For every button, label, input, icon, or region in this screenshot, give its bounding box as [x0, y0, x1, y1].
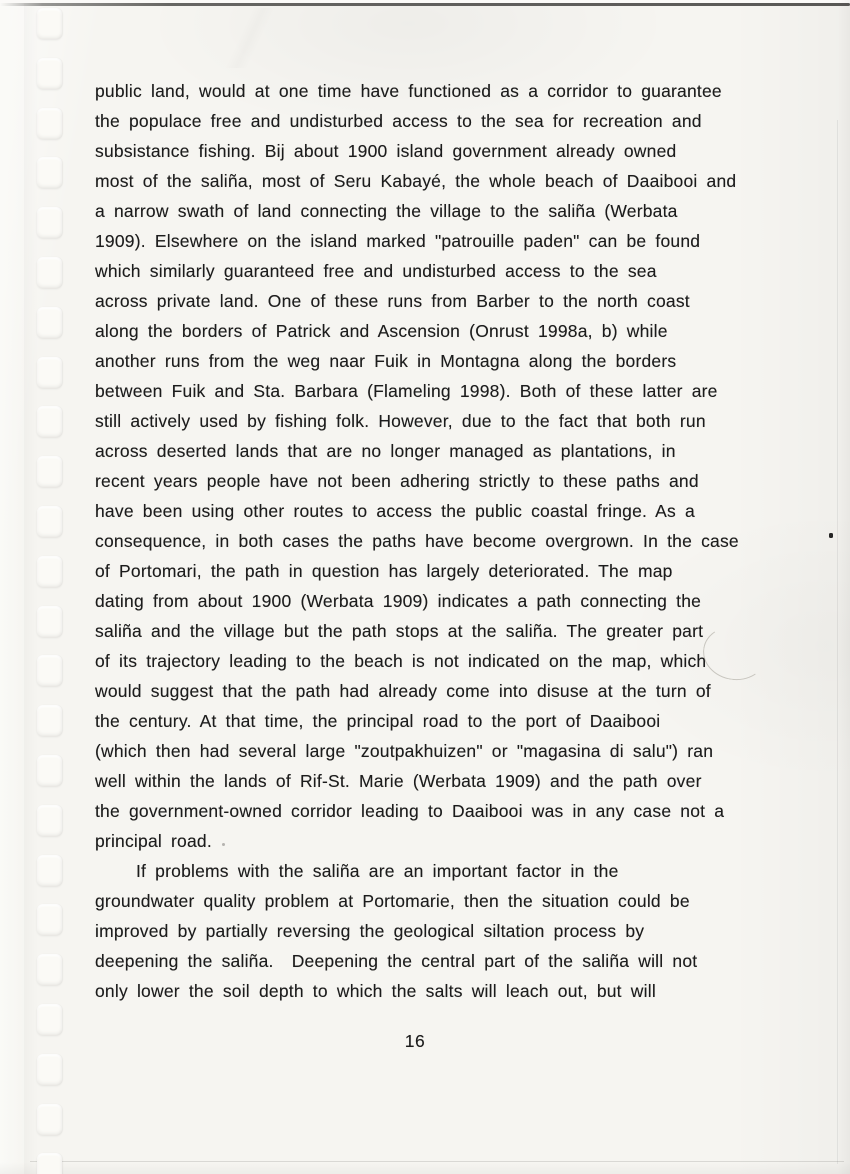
- body-text: [95, 76, 739, 1056]
- text-line: of Portomari, the path in question has largely deteriorated. The map: [95, 561, 673, 581]
- text-line: If problems with the saliña are an important factor in the: [136, 861, 619, 881]
- binding-hole: [37, 1153, 62, 1174]
- scan-bottom-edge-shadow: [0, 1162, 850, 1174]
- binding-hole: [37, 257, 62, 288]
- text-line: most of the saliña, most of Seru Kabayé, the whole beach of Daaibooi and: [95, 171, 737, 191]
- binding-hole: [37, 406, 62, 437]
- text-line: improved by partially reversing the geological siltation process by: [95, 921, 645, 941]
- stray-mark-after-period: [222, 843, 225, 846]
- text-line: have been using other routes to access the public coastal fringe. As a: [95, 501, 695, 521]
- text-line: 1909). Elsewhere on the island marked "patrouille paden" can be found: [95, 231, 701, 251]
- ink-speck-artifact: [829, 533, 833, 538]
- text-line: along the borders of Patrick and Ascension (Onrust 1998a, b) while: [95, 321, 668, 341]
- text-line: subsistance fishing. Bij about 1900 island government already owned: [95, 141, 677, 161]
- text-line: saliña and the village but the path stops at the saliña. The greater part: [95, 621, 704, 641]
- binding-hole: [37, 8, 62, 39]
- binding-hole: [37, 456, 62, 487]
- binding-hole: [37, 58, 62, 89]
- binding-shadow: [24, 0, 38, 1174]
- binding-hole: [37, 655, 62, 686]
- text-line: still actively used by fishing folk. However, due to the fact that both run: [95, 411, 706, 431]
- page-number: 16: [404, 1031, 426, 1051]
- text-line: (which then had several large "zoutpakhuizen" or "magasina di salu") ran: [95, 741, 714, 761]
- binding-hole: [37, 1054, 62, 1085]
- text-line: the populace free and undisturbed access to the sea for recreation and: [95, 111, 702, 131]
- binding-hole: [37, 954, 62, 985]
- binding-hole: [37, 1004, 62, 1035]
- scan-right-edge-shadow: [838, 0, 850, 1174]
- text-line: the government-owned corridor leading to Daaibooi was in any case not a: [95, 801, 725, 821]
- text-line: the century. At that time, the principal road to the port of Daaibooi: [95, 711, 661, 731]
- text-line: of its trajectory leading to the beach is not indicated on the map, which: [95, 651, 707, 671]
- binding-hole: [37, 207, 62, 238]
- binding-hole: [37, 108, 62, 139]
- text-line: public land, would at one time have functioned as a corridor to guarantee: [95, 81, 722, 101]
- text-line: would suggest that the path had already come into disuse at the turn of: [95, 681, 711, 701]
- text-line: well within the lands of Rif-St. Marie (Werbata 1909) and the path over: [95, 771, 702, 791]
- text-line: which similarly guaranteed free and undisturbed access to the sea: [95, 261, 657, 281]
- binding-hole: [37, 755, 62, 786]
- text-line: another runs from the weg naar Fuik in Montagna along the borders: [95, 351, 677, 371]
- binding-hole: [37, 606, 62, 637]
- text-line: principal road.: [95, 831, 212, 851]
- binding-hole: [37, 1104, 62, 1135]
- binding-hole: [37, 904, 62, 935]
- text-line: across private land. One of these runs from Barber to the north coast: [95, 291, 690, 311]
- binding-hole: [37, 157, 62, 188]
- binding-hole: [37, 705, 62, 736]
- binding-hole: [37, 307, 62, 338]
- binding-hole: [37, 805, 62, 836]
- scan-top-edge-line: [0, 3, 850, 6]
- text-line: dating from about 1900 (Werbata 1909) indicates a path connecting the: [95, 591, 702, 611]
- text-line: groundwater quality problem at Portomarie, then the situation could be: [95, 891, 690, 911]
- binding-hole: [37, 855, 62, 886]
- binding-hole: [37, 506, 62, 537]
- text-line: recent years people have not been adhering strictly to these paths and: [95, 471, 699, 491]
- text-line: a narrow swath of land connecting the village to the saliña (Werbata: [95, 201, 678, 221]
- text-line: between Fuik and Sta. Barbara (Flameling 1998). Both of these latter are: [95, 381, 718, 401]
- text-line: deepening the saliña. Deepening the central part of the saliña will not: [95, 951, 698, 971]
- binding-hole: [37, 357, 62, 388]
- text-line: across deserted lands that are no longer managed as plantations, in: [95, 441, 676, 461]
- text-line: consequence, in both cases the paths have become overgrown. In the case: [95, 531, 739, 551]
- text-line: only lower the soil depth to which the salts will leach out, but will: [95, 981, 656, 1001]
- page-left-margin-strip: [0, 0, 26, 1174]
- binding-hole: [37, 556, 62, 587]
- paper-crease-top: [120, 8, 380, 68]
